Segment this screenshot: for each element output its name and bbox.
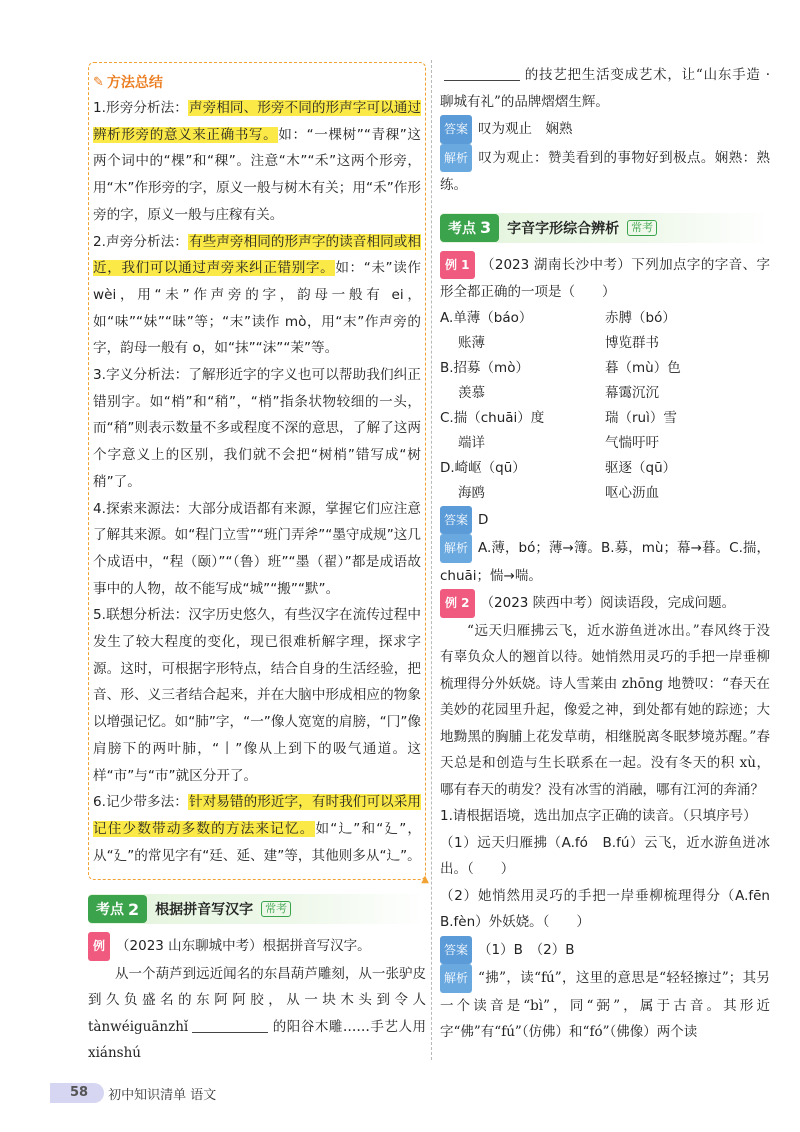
method-item-3: 3.字义分析法：了解形近字的字义也可以帮助我们纠正错别字。如“梢”和“稍”，“梢”指条状物较细的一头，而“稍”则表示数量不多或程度不深的意思，了解了这两个字意义上的区别，我们就不会把“树梢”错写成“树稍”了。 xyxy=(93,367,421,490)
answer-blank-1[interactable] xyxy=(192,1017,268,1033)
option-d1: D.崎岖（qū） xyxy=(440,459,526,476)
option-d3: 海鸥 xyxy=(458,484,485,501)
option-a4: 博览群书 xyxy=(605,334,659,351)
method-summary-box xyxy=(88,62,429,886)
option-b1: B.招募（mò） xyxy=(440,359,529,376)
ex2-question-1a: （1）远天归雁拂（A.fó B.fú）云飞，近水游鱼迸冰出。（ ） xyxy=(440,834,770,877)
ex2-question-1: 1.请根据语境，选出加点字正确的读音。（只填序号） xyxy=(440,808,757,824)
option-c4: 气惴吁吁 xyxy=(605,434,659,451)
kd2-example-head: 例 （2023 山东聊城中考）根据拼音写汉字。 xyxy=(88,932,426,961)
left-column xyxy=(88,62,429,1067)
kd2-explanation: 解析 叹为观止：赞美看到的事物好到极点。娴熟：熟练。 xyxy=(440,144,770,199)
option-b4: 幕霭沉沉 xyxy=(605,384,659,401)
ex1-options xyxy=(440,306,770,506)
method-item-5: 5.联想分析法：汉字历史悠久，有些汉字在流传过程中发生了较大程度的变化，现已很难析解字理，探求字源。这时，可根据字形特点，结合自身的生活经验，把音、形、义三者结合起来，并在大脑中形成相应的物象以增强记忆。如“肺”字，“一”像人宽宽的肩膀，“冂”像肩膀下的两叶肺，“丨”像从上到下的吸气通道。这样“市”与“巿”就区分开了。 xyxy=(93,607,421,784)
page-footer xyxy=(50,1082,216,1104)
ex1-answer: 答案 D xyxy=(440,506,770,535)
option-a2: 赤膊（bó） xyxy=(605,309,676,326)
option-c1: C.揣（chuāi）度 xyxy=(440,409,545,426)
book-title: 初中知识清单 语文 xyxy=(108,1087,217,1103)
method-item-2: 2.声旁分析法：有些声旁相同的形声字的读音相同或相近，我们可以通过声旁来纠正错别字。如：“未”读作 wèi，用“未”作声旁的字，韵母一般有 ei，如“味”“妹”“昧”等；“末”读作 mò，用“末”作声旁的字，韵母一般有 o，如“抹”“沫”“茉”等。 xyxy=(93,233,422,357)
kaodian-3-label: 考点 3 xyxy=(440,214,499,242)
kaodian-3-title: 字音字形综合辨析 xyxy=(507,220,620,237)
method-item-1: 1.形旁分析法：声旁相同、形旁不同的形声字可以通过辨析形旁的意义来正确书写。如：“一棵树”“青稞”这两个词中的“棵”和“稞”。注意“木”“禾”这两个形旁，用“木”作形旁的字，原义一般与树木有关；用“禾”作形旁的字，原义一般与庄稼有关。 xyxy=(93,100,422,223)
ex2-question-1b: （2）她悄然用灵巧的手把一岸垂柳梳理得分（A.fēn B.fèn）外妖娆。（ ） xyxy=(440,887,784,930)
page-number: 58 xyxy=(50,1083,104,1103)
arrow-icon: ▲ xyxy=(421,874,429,886)
kaodian-3-header xyxy=(440,213,770,243)
option-c3: 端详 xyxy=(458,434,485,451)
option-a3: 账薄 xyxy=(458,334,485,351)
option-c2: 瑞（ruì）雪 xyxy=(605,409,677,426)
option-b2: 暮（mù）色 xyxy=(605,359,681,376)
kd2-example-body: 从一个葫芦到远近闻名的东昌葫芦雕刻，从一张驴皮到久负盛名的东阿阿胶，从一块木头到令人 tànwéiguānzhǐ 的阳谷木雕……手艺人用 xiánshú xyxy=(88,965,426,1062)
kd2-example-continued: 的技艺把生活变成艺术，让“山东手造 · 聊城有礼”的品牌熠熠生辉。 xyxy=(440,67,770,110)
frequency-badge: 常考 xyxy=(627,220,657,236)
ex2-answer: 答案 （1）B （2）B xyxy=(440,936,770,965)
option-b3: 羡慕 xyxy=(458,384,485,401)
right-column xyxy=(440,62,784,1046)
pencil-icon: ✎ xyxy=(93,74,104,90)
option-a1: A.单薄（báo） xyxy=(440,309,533,326)
kd2-answer: 答案 叹为观止 娴熟 xyxy=(440,115,770,144)
kaodian-2-header xyxy=(88,894,426,924)
kaodian-2-title: 根据拼音写汉字 xyxy=(155,902,254,919)
column-divider xyxy=(431,60,432,1060)
ex2-passage: “远天归雁拂云飞，近水游鱼迸冰出。”春风终于没有辜负众人的翘首以待。她悄然用灵巧的手把一岸垂柳梳理得分外妖娆。诗人雪莱由 zhōng 地赞叹：“春天在美妙的花园里升起，像爱之神，到处都有她的踪迹；大地黝黑的胸脯上花发草萌，相继脱离冬眠梦境苏醒。”春天总是和创造与生长联系在一起。没有冬天的积 xù，哪有春天的萌发？没有冰雪的消融，哪有江河的奔涌？ xyxy=(440,622,770,798)
ex1-head: 例 1 （2023 湖南长沙中考）下列加点字的字音、字形全都正确的一项是（ ） xyxy=(440,251,770,306)
method-title xyxy=(93,69,421,95)
answer-blank-2[interactable] xyxy=(444,65,520,81)
method-title-text: 方法总结 xyxy=(106,75,163,91)
option-d2: 驱逐（qū） xyxy=(605,459,677,476)
option-d4: 呕心沥血 xyxy=(605,484,659,501)
ex2-explanation: 解析 “拂”，读“fú”，这里的意思是“轻轻擦过”；其另一个读音是“bì”，同“弼”，属于古音。其形近字“佛”有“fú”（仿佛）和“fó”（佛像）两个读 xyxy=(440,964,770,1046)
ex1-explanation: 解析 A.薄，bó；薄→簿。B.募，mù；幕→暮。C.揣，chuāi；惴→喘。 xyxy=(440,534,770,589)
frequency-badge: 常考 xyxy=(261,901,291,917)
method-item-6: 6.记少带多法：针对易错的形近字，有时我们可以采用记住少数带动多数的方法来记忆。如“辶”和“廴”，从“廴”的常见字有“廷、延、建”等，其他则多从“辶”。 xyxy=(93,794,422,864)
method-item-4: 4.探索来源法：大部分成语都有来源，掌握它们应注意了解其来源。如“程门立雪”“班门弄斧”“墨守成规”这几个成语中，“程（颐）”“（鲁）班”“墨（翟）”都是成语故事中的人物，故不能写成“城”“搬”“默”。 xyxy=(93,500,421,597)
example-label: 例 xyxy=(88,932,110,961)
kaodian-2-label: 考点 2 xyxy=(88,895,147,923)
ex2-head: 例 2 （2023 陕西中考）阅读语段，完成问题。 xyxy=(440,589,770,618)
